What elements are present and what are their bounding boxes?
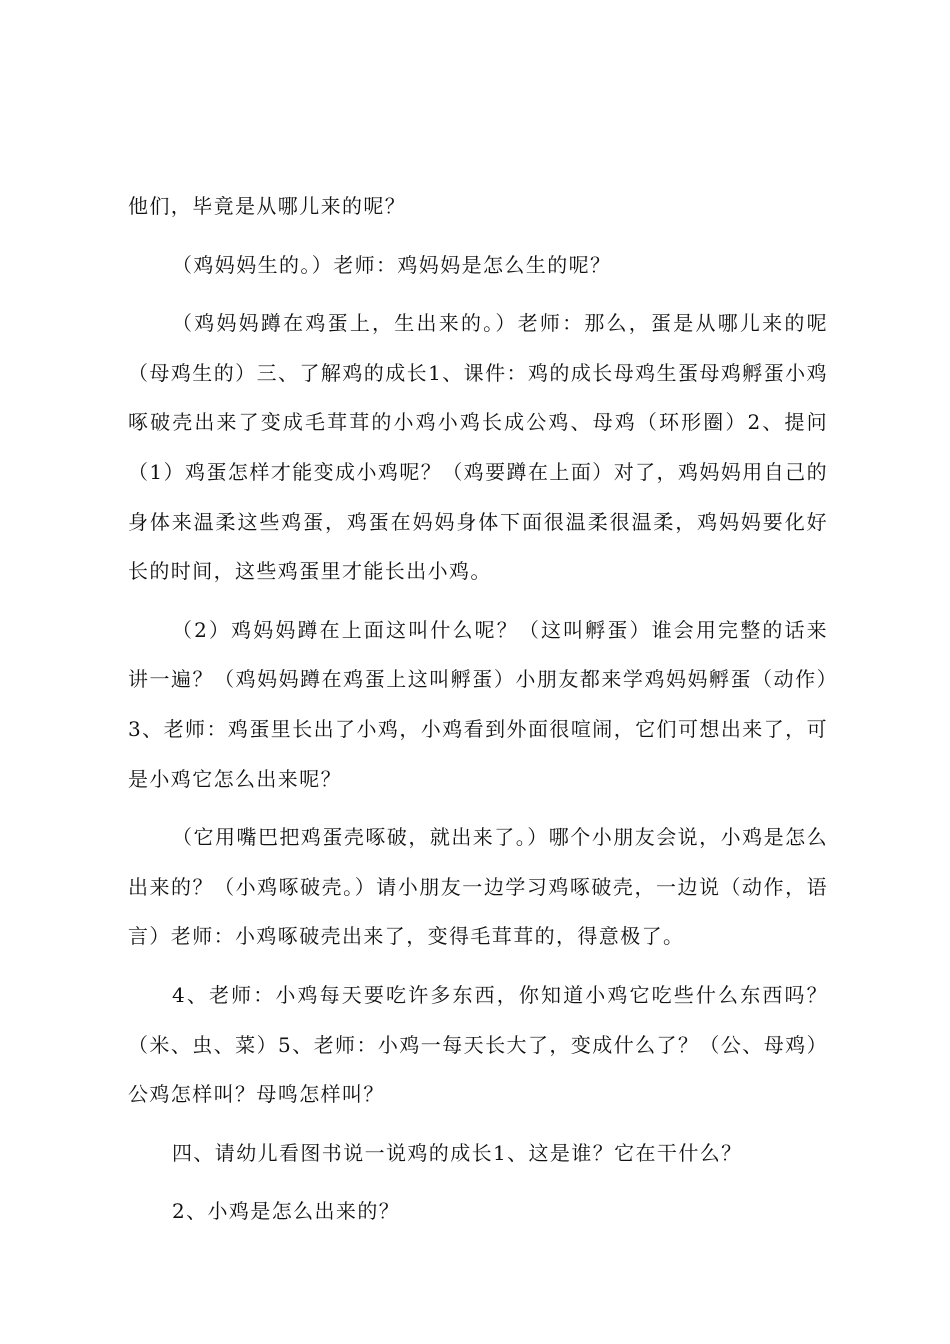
paragraph: （鸡妈妈生的。）老师：鸡妈妈是怎么生的呢？: [172, 252, 612, 277]
paragraph: （它用嘴巴把鸡蛋壳啄破，就出来了。）哪个小朋友会说，小鸡是怎么出来的？（小鸡啄破壳。）请小朋友一边学习鸡啄破壳，一边说（动作，语言）老师：小鸡啄破壳出来了，变得毛茸茸的，得意极了。: [128, 825, 828, 949]
document-page: [128, 182, 828, 1246]
paragraph: 2、小鸡是怎么出来的？: [172, 1199, 401, 1224]
paragraph: （鸡妈妈蹲在鸡蛋上，生出来的。）老师：那么，蛋是从哪儿来的呢（母鸡生的）三、了解鸡的成长1、课件：鸡的成长母鸡生蛋母鸡孵蛋小鸡啄破壳出来了变成毛茸茸的小鸡小鸡长成公鸡、母鸡（环形圈）2、提问（1）鸡蛋怎样才能变成小鸡呢？（鸡要蹲在上面）对了，鸡妈妈用自己的身体来温柔这些鸡蛋，鸡蛋在妈妈身体下面很温柔很温柔，鸡妈妈要化好长的时间，这些鸡蛋里才能长出小鸡。: [128, 311, 828, 584]
paragraph: （2）鸡妈妈蹲在上面这叫什么呢？（这叫孵蛋）谁会用完整的话来讲一遍？（鸡妈妈蹲在鸡蛋上这叫孵蛋）小朋友都来学鸡妈妈孵蛋（动作）3、老师：鸡蛋里长出了小鸡，小鸡看到外面很喧闹，它们可想出来了，可是小鸡它怎么出来呢？: [128, 617, 828, 791]
paragraph: 4、老师：小鸡每天要吃许多东西，你知道小鸡它吃些什么东西吗？（米、虫、菜）5、老师：小鸡一每天长大了，变成什么了？（公、母鸡）公鸡怎样叫？母鸣怎样叫？: [128, 982, 828, 1107]
paragraph: 四、请幼儿看图书说一说鸡的成长1、这是谁？它在干什么？: [172, 1140, 743, 1165]
paragraph: 他们，毕竟是从哪儿来的呢？: [128, 194, 407, 218]
